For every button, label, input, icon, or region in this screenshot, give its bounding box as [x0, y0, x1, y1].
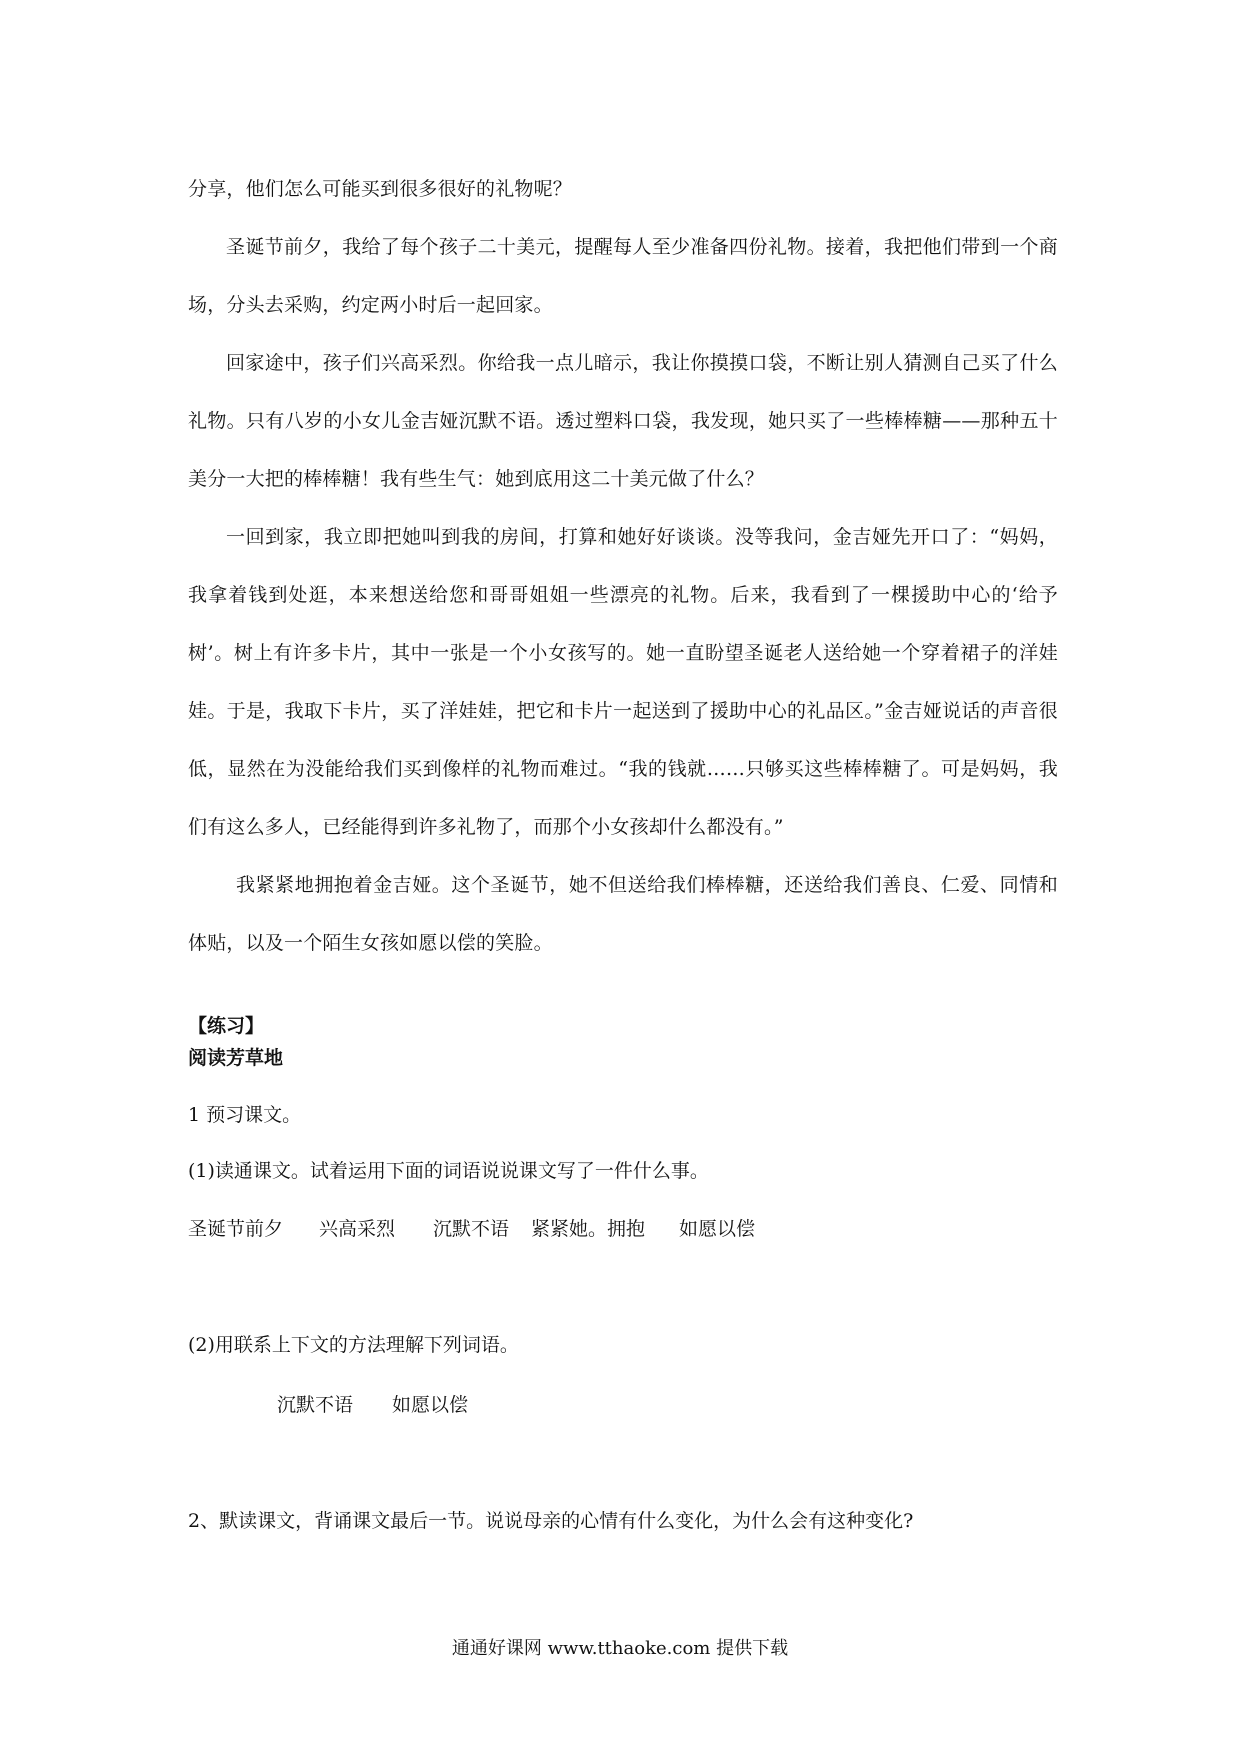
word-item: 如愿以偿 [392, 1394, 469, 1416]
story-paragraph-5: 我紧紧地拥抱着金吉娅。这个圣诞节，她不但送给我们棒棒糖，还送给我们善良、仁爱、同情和体贴，以及一个陌生女孩如愿以偿的笑脸。 [188, 874, 1058, 954]
word-item: 如愿以偿 [679, 1218, 756, 1240]
story-paragraph-3: 回家途中，孩子们兴高采烈。你给我一点儿暗示，我让你摸摸口袋，不断让别人猜测自己买了什么礼物。只有八岁的小女儿金吉娅沉默不语。透过塑料口袋，我发现，她只买了一些棒棒糖——那种五十美分一大把的棒棒糖！我有些生气：她到底用这二十美元做了什么？ [188, 352, 1058, 490]
question-2: 2、默读课文，背诵课文最后一节。说说母亲的心情有什么变化，为什么会有这种变化? [188, 1510, 914, 1532]
question-1-2: (2)用联系上下文的方法理解下列词语。 [188, 1334, 519, 1356]
word-item: 紧紧她。拥抱 [531, 1218, 646, 1240]
page-footer: 通通好课网 www.tthaoke.com 提供下载 [451, 1638, 789, 1659]
word-item: 兴高采烈 [319, 1218, 396, 1240]
word-item: 沉默不语 [277, 1394, 354, 1416]
story-paragraph-1: 分享，他们怎么可能买到很多很好的礼物呢？ [188, 178, 573, 200]
exercise-subsection-title: 阅读芳草地 [188, 1047, 284, 1069]
exercise-section-title: 【练习】 [188, 1015, 265, 1037]
story-text [188, 160, 1058, 972]
word-item: 沉默不语 [433, 1218, 510, 1240]
word-item: 圣诞节前夕 [188, 1218, 284, 1240]
question-1-1: (1)读通课文。试着运用下面的词语说说课文写了一件什么事。 [188, 1160, 709, 1182]
story-paragraph-2: 圣诞节前夕，我给了每个孩子二十美元，提醒每人至少准备四份礼物。接着，我把他们带到一个商场，分头去采购，约定两小时后一起回家。 [188, 236, 1058, 316]
question-1: 1 预习课文。 [188, 1104, 302, 1126]
story-paragraph-4: 一回到家，我立即把她叫到我的房间，打算和她好好谈谈。没等我问，金吉娅先开口了：“妈妈，我拿着钱到处逛，本来想送给您和哥哥姐姐一些漂亮的礼物。后来，我看到了一棵援助中心的‘给予树’。树上有许多卡片，其中一张是一个小女孩写的。她一直盼望圣诞老人送给她一个穿着裙子的洋娃娃。于是，我取下卡片，买了洋娃娃，把它和卡片一起送到了援助中心的礼品区。”金吉娅说话的声音很低，显然在为没能给我们买到像样的礼物而难过。“我的钱就……只够买这些棒棒糖了。可是妈妈，我们有这么多人，已经能得到许多礼物了，而那个小女孩却什么都没有。” [188, 526, 1058, 838]
